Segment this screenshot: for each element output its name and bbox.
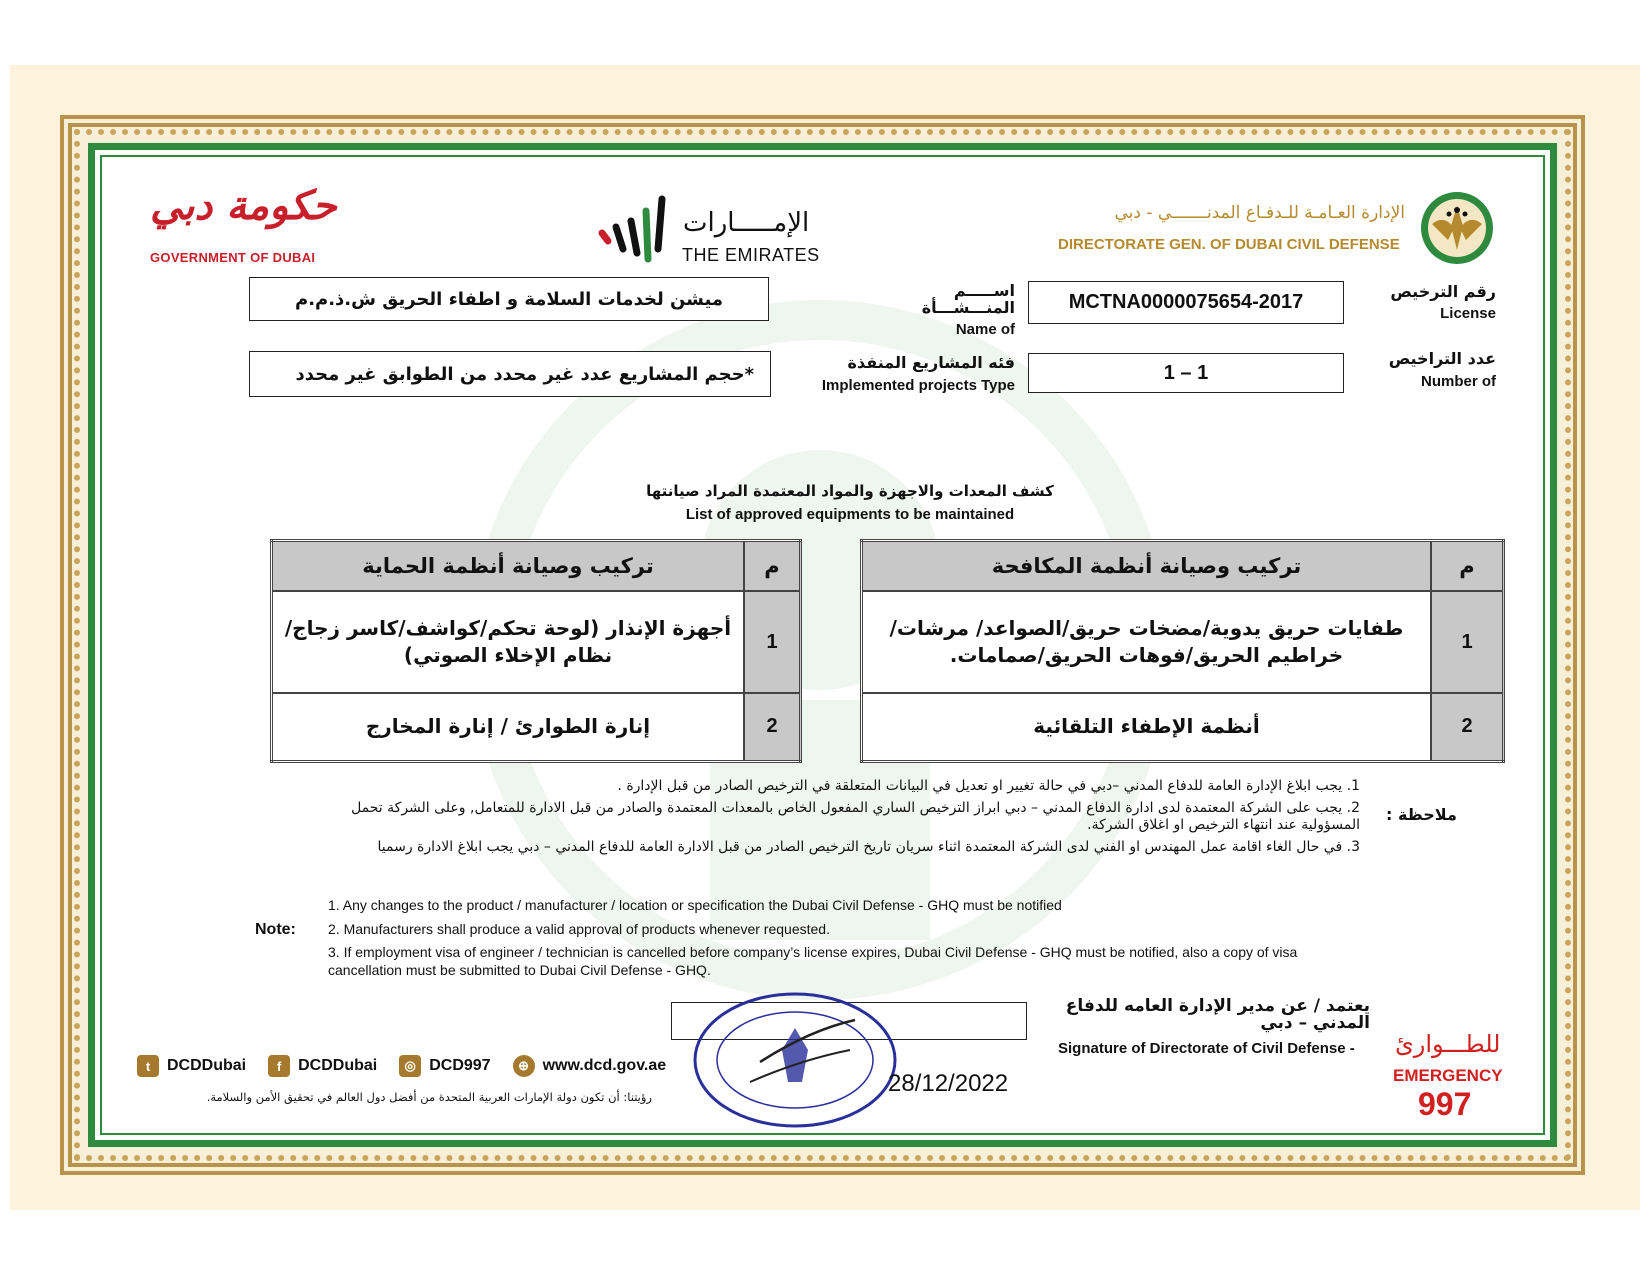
twitter-handle: DCDDubai [167, 1057, 247, 1074]
english-note-item: 3. If employment visa of engineer / technician is cancelled before company’s license expires, Dubai Civil Defense - GHQ must be notified, also a copy of visa cancellation must be submitted to Dubai Civil Defense - GHQ. [328, 944, 1298, 978]
dubai-government-label: GOVERNMENT OF DUBAI [150, 250, 316, 265]
issue-date: 28/12/2022 [888, 1070, 1009, 1097]
project-type-field [249, 351, 771, 397]
project-type-label-ar: فئه المشاريع المنفذة [847, 353, 1015, 372]
number-of-licenses-field [1028, 353, 1344, 393]
english-note-label: Note: [255, 921, 296, 938]
number-label-ar: عدد التراخيص [1388, 349, 1496, 368]
instagram-icon: ◎ [399, 1055, 421, 1077]
protection-systems-table [270, 539, 802, 763]
protection-num-header: م [744, 541, 801, 592]
project-type-label-en: Implemented projects Type [821, 377, 1015, 394]
emirates-logo-english: THE EMIRATES [682, 245, 820, 265]
protection-title-header: تركيب وصيانة أنظمة الحماية [272, 541, 745, 592]
dcd-name-arabic: الإدارة العـامـة للـدفـاع المدنـــــــي - دبي [1114, 203, 1405, 223]
equipment-list-title-ar: كشف المعدات والاجهزة والمواد المعتمدة المراد صيانتها [646, 482, 1054, 500]
instagram-handle: DCD997 [429, 1057, 491, 1074]
firefighting-row-text: طفايات حريق يدوية/مضخات حريق/الصواعد/ مرشات/خراطيم الحريق/فوهات الحريق/صمامات. [862, 591, 1432, 693]
firefighting-row-text: أنظمة الإطفاء التلقائية [862, 693, 1432, 761]
english-notes [328, 897, 1328, 985]
globe-icon: ⊕ [513, 1055, 535, 1077]
civil-defense-emblem-icon [1418, 188, 1496, 268]
arabic-note-item: 1. يجب ابلاغ الإدارة العامة للدفاع المدني –دبي في حالة تغيير او تعديل في البيانات المتعلقة في الترخيص الصادر من قبل الإدارة . [617, 778, 1360, 794]
emergency-label-ar: للطـــوارئ [1395, 1030, 1501, 1058]
protection-row-num: 2 [744, 693, 801, 761]
emirates-logo-icon [596, 193, 671, 263]
firefighting-num-header: م [1431, 541, 1504, 592]
social-links [137, 1055, 666, 1077]
protection-row-text: أجهزة الإنذار (لوحة تحكم/كواشف/كاسر زجاج/ نظام الإخلاء الصوتي) [272, 591, 745, 693]
number-of-licenses-value: 1 – 1 [1163, 361, 1209, 384]
twitter-icon: t [137, 1055, 159, 1077]
license-label-ar: رقم الترخيص [1390, 282, 1496, 301]
official-stamp-icon [690, 990, 900, 1130]
vision-statement: رؤيتنا: أن تكون دولة الإمارات العربية المتحدة من أفضل دول العالم في تحقيق الأمن والسلامة. [206, 1090, 652, 1104]
license-number-value: MCTNA0000075654-2017 [1068, 291, 1304, 313]
emergency-number: 997 [1418, 1086, 1472, 1122]
arabic-note-item: 2. يجب على الشركة المعتمدة لدى ادارة الدفاع المدني – دبي ابراز الترخيص الساري المفعول الخاص بالمعدات المعتمدة والصادر من قبل الادارة للمتعامل, وعلى الشركة تحمل المسؤولية عند انتهاء الترخيص او اغلاق الشركة. [351, 799, 1360, 833]
emirates-logo-arabic: الإمـــــارات [683, 208, 810, 238]
establishment-name-field [249, 277, 769, 321]
establishment-name-value: ميشن لخدمات السلامة و اطفاء الحريق ش.ذ.م.م [295, 288, 723, 310]
twitter-link[interactable] [137, 1055, 246, 1077]
equipment-list-title-en: List of approved equipments to be maintained [685, 506, 1015, 523]
protection-row-text: إنارة الطوارئ / إنارة المخارج [272, 693, 745, 761]
establishment-name-label-en: Name of [955, 321, 1015, 338]
english-note-item: 1. Any changes to the product / manufacturer / location or specification the Dubai Civil Defense - GHQ must be notified [328, 897, 1062, 913]
license-number-field [1028, 281, 1344, 324]
establishment-name-label-ar: اســـــم المنـــشـــأة [921, 281, 1015, 317]
english-note-item: 2. Manufacturers shall produce a valid approval of products whenever requested. [328, 920, 830, 937]
dcd-name-english: DIRECTORATE GEN. OF DUBAI CIVIL DEFENSE [1058, 236, 1400, 253]
firefighting-row-num: 2 [1431, 693, 1504, 761]
facebook-handle: DCDDubai [298, 1057, 378, 1074]
instagram-link[interactable] [399, 1055, 490, 1077]
project-type-value: *حجم المشاريع عدد غير محدد من الطوابق غير محدد [295, 363, 754, 385]
dubai-government-logo-text: حكومة دبي [150, 182, 337, 229]
arabic-notes [290, 778, 1360, 860]
firefighting-row-num: 1 [1431, 591, 1504, 693]
firefighting-systems-table [860, 539, 1505, 763]
number-label-en: Number of [1421, 373, 1496, 390]
emergency-label-en: EMERGENCY [1393, 1066, 1503, 1085]
protection-row-num: 1 [744, 591, 801, 693]
arabic-note-item: 3. في حال الغاء اقامة عمل المهندس او الفني لدى الشركة المعتمدة اثناء سريان تاريخ الترخيص الصادر من قبل الادارة العامة للدفاع المدني – دبي يجب ابلاغ الادارة رسميا [377, 838, 1360, 855]
license-label-en: License [1440, 305, 1496, 322]
facebook-link[interactable] [268, 1055, 377, 1077]
website-url: www.dcd.gov.ae [542, 1057, 667, 1074]
facebook-icon: f [268, 1055, 290, 1077]
arabic-note-label: ملاحظة : [1386, 805, 1457, 824]
firefighting-title-header: تركيب وصيانة أنظمة المكافحة [862, 541, 1432, 592]
website-link[interactable] [513, 1055, 667, 1077]
signature-title-ar: يعتمد / عن مدير الإدارة العامه للدفاع المدني – دبي [1065, 996, 1370, 1033]
signature-title-en: Signature of Directorate of Civil Defense - [1058, 1040, 1355, 1057]
